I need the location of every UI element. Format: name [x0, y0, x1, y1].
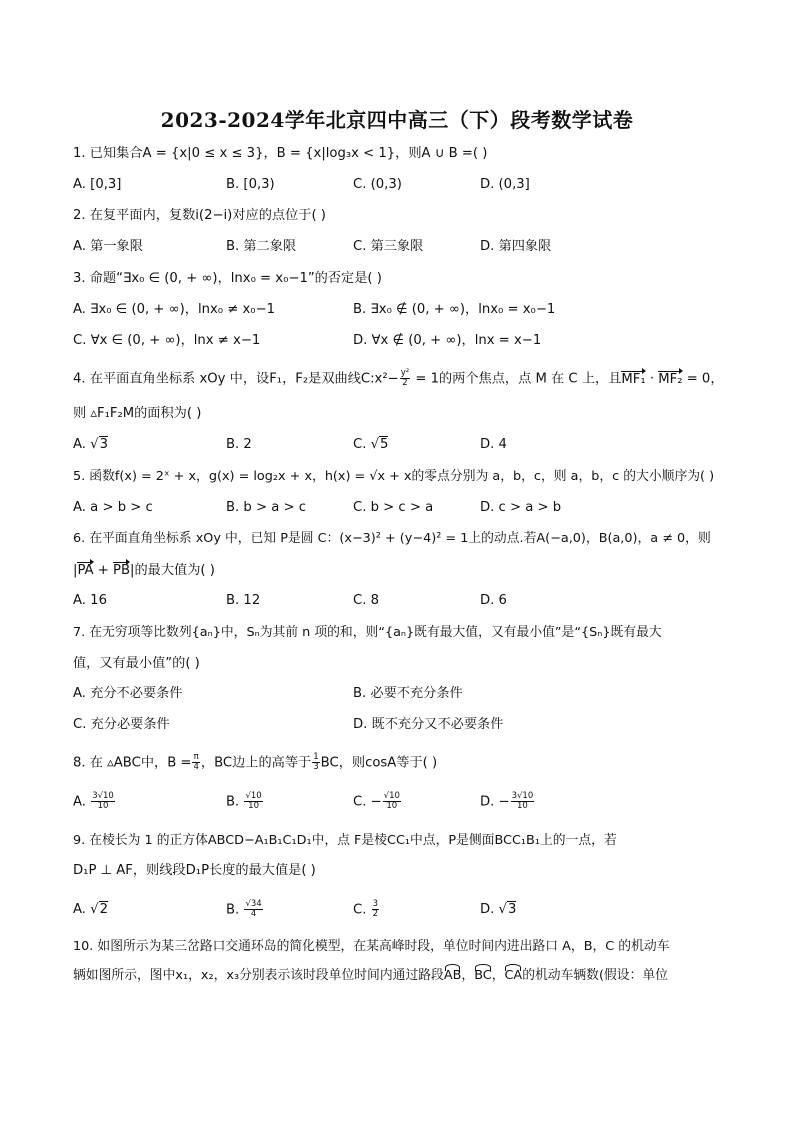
q9-option-c-fraction: [372, 900, 379, 919]
q10-sep2: ，: [491, 968, 505, 983]
q6-option-a: A. 16: [73, 593, 107, 608]
q9-option-a-radicand: 2: [99, 902, 108, 917]
question-10: 10. 如图所示为某三岔路口交通环岛的简化模型，在某高峰时段，单位时间内进出路口 A，B，C 的机动车: [73, 939, 670, 954]
question-2: 2. 在复平面内，复数i(2−i)对应的点位于( ): [73, 208, 326, 223]
q4-option-a-radicand: 3: [99, 437, 108, 452]
q9-option-a: [73, 900, 108, 920]
q8-option-d: [480, 792, 535, 813]
question-6: 6. 在平面直角坐标系 xOy 中，已知 P是圆 C：(x−3)² + (y−4)² = 1上的动点.若A(−a,0)，B(a,0)，a ≠ 0，则: [73, 531, 711, 546]
question-7: 7. 在无穷项等比数列{aₙ}中，Sₙ为其前 n 项的和，则“{aₙ}既有最大值，又有最小值”是“{Sₙ}既有最大: [73, 625, 662, 640]
q5-option-d: D. c > a > b: [480, 500, 562, 515]
q8-option-b-label: B.: [226, 794, 240, 810]
question-4: [73, 369, 724, 390]
q8-text-part3: BC，则cosA等于( ): [320, 755, 438, 771]
q3-option-b: B. ∃x₀ ∉ (0, + ∞)，lnx₀ = x₀−1: [353, 302, 556, 317]
q8-text-part2: ，BC边上的高等于: [200, 755, 312, 771]
question-5: 5. 函数f(x) = 2ˣ + x，g(x) = log₂x + x，h(x) = √x + x的零点分别为 a，b，c，则 a，b，c 的大小顺序为( ): [73, 469, 715, 484]
question-6-line2: [73, 561, 215, 581]
q8-option-c: [353, 792, 402, 813]
q4-text-part1: 4. 在平面直角坐标系 xOy 中，设F₁，F₂是双曲线C:x²−: [73, 371, 399, 387]
q8-fraction-pi-num: π: [193, 752, 199, 762]
q4-vector-mf2: MF₂: [658, 370, 682, 390]
q1-option-b: B. [0,3): [226, 177, 275, 192]
q4-option-a-prefix: A. √: [73, 437, 99, 452]
q9-option-d: [480, 900, 516, 920]
q7-option-a: A. 充分不必要条件: [73, 686, 183, 701]
q9-option-c: [353, 900, 380, 921]
q8-option-d-num: 3√10: [511, 791, 534, 801]
q8-option-d-fraction: [511, 792, 535, 811]
q8-option-b-num: √10: [245, 791, 262, 801]
q8-option-c-label: C. −: [353, 794, 382, 810]
q9-option-b-label: B.: [226, 902, 240, 918]
question-4-line2: 则 ▵F₁F₂M的面积为( ): [73, 406, 202, 421]
q10-sep1: ，: [461, 968, 475, 983]
q2-option-b: B. 第二象限: [226, 239, 297, 254]
q4-option-b: B. 2: [226, 437, 252, 452]
q9-option-a-prefix: A. √: [73, 902, 99, 917]
q4-option-d: D. 4: [480, 437, 507, 452]
q9-option-b: [226, 900, 264, 921]
q4-option-a: [73, 435, 108, 455]
question-8: [73, 753, 437, 774]
q5-option-b: B. b > a > c: [226, 500, 307, 515]
q8-option-c-den: 10: [386, 801, 398, 811]
q4-option-c: [353, 435, 388, 455]
q9-option-d-prefix: D. √: [480, 902, 507, 917]
q7-option-c: C. 充分必要条件: [73, 717, 170, 732]
q6-option-d: D. 6: [480, 593, 507, 608]
q9-option-b-den: 4: [250, 909, 257, 919]
q2-option-a: A. 第一象限: [73, 239, 143, 254]
q8-fraction-pi-4: [192, 753, 199, 772]
q1-option-d: D. (0,3]: [480, 177, 530, 192]
q1-option-c: C. (0,3): [353, 177, 402, 192]
q9-option-c-num: 3: [372, 899, 379, 909]
q1-option-a: A. [0,3]: [73, 177, 122, 192]
q6-abs-left: |: [73, 563, 78, 578]
q3-option-d: D. ∀x ∉ (0, + ∞)，lnx = x−1: [353, 333, 542, 348]
q5-option-c: C. b > c > a: [353, 500, 434, 515]
q8-fraction-pi-den: 4: [193, 762, 199, 772]
page-title: 2023-2024学年北京四中高三（下）段考数学试卷: [160, 108, 634, 132]
q6-vector-pb: PB: [113, 561, 130, 581]
question-3: 3. 命题“∃x₀ ∈ (0, + ∞)，lnx₀ = x₀−1”的否定是( ): [73, 271, 382, 286]
q10-arc-ca: CA: [504, 966, 522, 986]
question-10-line2: [73, 966, 668, 986]
q4-fraction-den: 2: [402, 378, 408, 388]
q7-option-b: B. 必要不充分条件: [353, 686, 463, 701]
q5-option-a: A. a > b > c: [73, 500, 153, 515]
q4-fraction-num: y²: [400, 368, 410, 378]
q4-option-c-prefix: C. √: [353, 437, 379, 452]
q4-dot: ·: [645, 371, 659, 387]
q10-arc-bc: BC: [474, 966, 492, 986]
q6-plus: +: [93, 563, 114, 578]
q8-option-a-fraction: [91, 792, 115, 811]
q10-text-part2: 的机动车辆数(假设：单位: [522, 968, 668, 983]
q8-option-d-den: 10: [517, 801, 528, 811]
q8-option-b-fraction: [244, 792, 262, 811]
question-1: 1. 已知集合A = {x|0 ≤ x ≤ 3}，B = {x|log₃x < 1}，则A ∪ B =( ): [73, 146, 488, 161]
q9-option-c-label: C.: [353, 902, 367, 918]
q8-text-part1: 8. 在 ▵ABC中，B =: [73, 755, 192, 771]
q8-option-c-num: √10: [383, 791, 400, 801]
q9-option-b-num: √34: [245, 899, 262, 909]
q8-option-a: [73, 792, 116, 813]
q8-option-a-num: 3√10: [92, 791, 114, 801]
q4-text-part2: = 1的两个焦点，点 M 在 C 上，且: [411, 371, 622, 387]
q6-option-b: B. 12: [226, 593, 261, 608]
q10-text-part1: 辆如图所示，图中x₁，x₂，x₃分别表示该时段单位时间内通过路段: [73, 968, 444, 983]
q6-text-part2: |的最大值为( ): [130, 563, 215, 578]
q7-option-d: D. 既不充分又不必要条件: [353, 717, 504, 732]
q4-option-c-radicand: 5: [380, 437, 389, 452]
q8-option-d-label: D. −: [480, 794, 510, 810]
q4-vector-mf1: MF₁: [621, 370, 645, 390]
q8-option-b-den: 10: [248, 801, 259, 811]
question-7-line2: 值，又有最小值”的( ): [73, 656, 200, 671]
q8-option-a-label: A.: [73, 794, 86, 810]
q8-option-c-fraction: [383, 792, 401, 811]
question-9-line2: D₁P ⊥ AF，则线段D₁P长度的最大值是( ): [73, 863, 316, 878]
q9-option-b-fraction: [244, 900, 262, 919]
q10-arc-ab: AB: [444, 966, 462, 986]
q4-fraction: [400, 369, 410, 388]
q9-option-c-den: 2: [372, 909, 379, 919]
q8-fraction-third-den: 3: [313, 762, 319, 772]
q2-option-c: C. 第三象限: [353, 239, 424, 254]
q4-text-part3: = 0，: [682, 371, 724, 387]
q9-option-d-radicand: 3: [507, 902, 517, 917]
question-9: 9. 在棱长为 1 的正方体ABCD−A₁B₁C₁D₁中，点 F是棱CC₁中点，P是侧面BCC₁B₁上的一点，若: [73, 833, 617, 848]
q6-option-c: C. 8: [353, 593, 379, 608]
q2-option-d: D. 第四象限: [480, 239, 552, 254]
q8-option-a-den: 10: [97, 801, 109, 811]
q3-option-a: A. ∃x₀ ∈ (0, + ∞)，lnx₀ ≠ x₀−1: [73, 302, 276, 317]
q8-fraction-one-third: [312, 753, 319, 772]
q8-option-b: [226, 792, 264, 813]
q3-option-c: C. ∀x ∈ (0, + ∞)，lnx ≠ x−1: [73, 333, 261, 348]
q8-fraction-third-num: 1: [313, 752, 319, 762]
q6-vector-pa: PA: [77, 561, 93, 581]
